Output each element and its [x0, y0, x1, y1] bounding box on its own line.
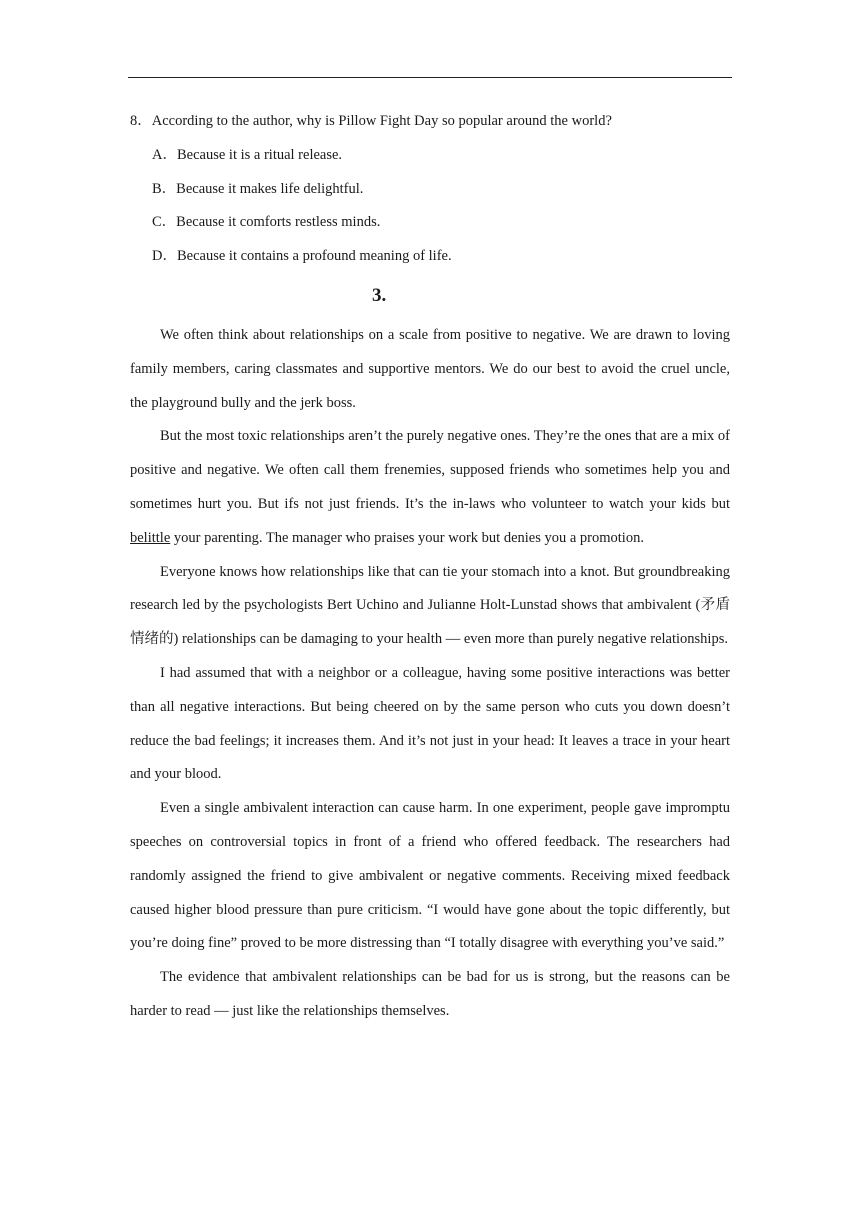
- reading-passage: [130, 319, 730, 1029]
- option-letter: A．: [152, 147, 177, 163]
- paragraph-2-text-after: your parenting. The manager who praises your work but denies you a promotion.: [170, 529, 644, 546]
- paragraph-2-text-before: But the most toxic relationships aren’t the purely negative ones. They’re the ones that are a mix of positive and negative. We often call them frenemies, supposed friends who sometimes help you and sometimes hurt you. But ifs not just friends. It’s the in-laws who volunteer to watch your kids but: [130, 428, 730, 512]
- option-letter: B．: [152, 181, 177, 197]
- header-rule: [128, 77, 732, 78]
- paragraph-1: We often think about relationships on a scale from positive to negative. We are drawn to loving family members, caring classmates and supportive mentors. We do our best to avoid the cruel uncle, the playground bully and the jerk boss.: [130, 327, 730, 411]
- option-b: [152, 179, 363, 199]
- option-d: [152, 246, 452, 266]
- paragraph-4: I had assumed that with a neighbor or a colleague, having some positive interactions was better than all negative interactions. But being cheered on by the same person who cuts you down doesn’t reduce the bad feelings; it increases them. And it’s not just in your head: It leaves a trace in your heart and your blood.: [130, 664, 730, 783]
- question-text: According to the author, why is Pillow Fight Day so popular around the world?: [151, 113, 612, 129]
- option-a: [152, 145, 342, 165]
- option-letter: D．: [152, 248, 177, 264]
- section-heading: 3.: [372, 285, 387, 306]
- paragraph-2: [130, 420, 730, 555]
- option-c: [152, 212, 380, 232]
- paragraph-3: Everyone knows how relationships like that can tie your stomach into a knot. But groundbreaking research led by the psychologists Bert Uchino and Julianne Holt-Lunstad shows that ambivalent (矛盾情绪的) relationships can be damaging to your health — even more than purely negative relationships.: [130, 563, 730, 648]
- option-text: Because it comforts restless minds.: [176, 214, 381, 230]
- paragraph-5: Even a single ambivalent interaction can cause harm. In one experiment, people gave impromptu speeches on controversial topics in front of a friend who offered feedback. The researchers had randomly assigned the friend to give ambivalent or negative comments. Receiving mixed feedback caused higher blood pressure than pure criticism. “I would have gone about the topic differently, but you’re doing fine” proved to be more distressing than “I totally disagree with everything you’ve said.”: [130, 800, 730, 952]
- paragraph-6: The evidence that ambivalent relationships can be bad for us is strong, but the reasons can be harder to read — just like the relationships themselves.: [130, 969, 730, 1019]
- option-letter: C．: [152, 214, 177, 230]
- option-text: Because it makes life delightful.: [176, 181, 364, 197]
- option-text: Because it is a ritual release.: [176, 147, 343, 163]
- underlined-word: belittle: [130, 529, 171, 546]
- question-8: [130, 111, 612, 131]
- question-number: 8．: [130, 113, 152, 129]
- option-text: Because it contains a profound meaning of life.: [176, 248, 452, 264]
